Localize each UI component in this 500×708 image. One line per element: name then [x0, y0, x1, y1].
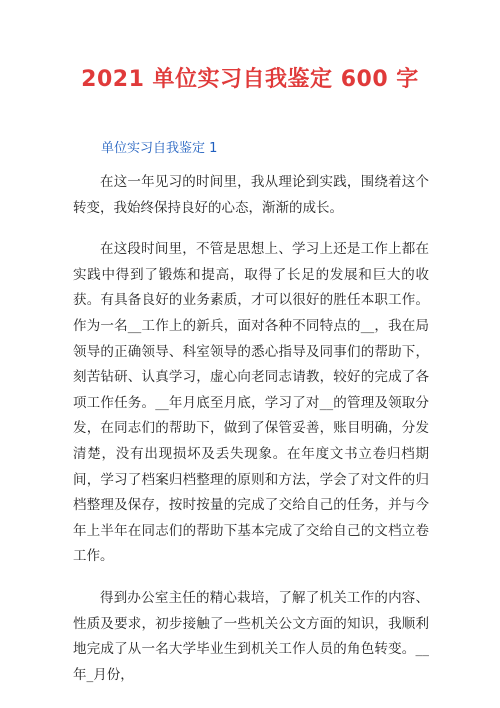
document-title: 2021 单位实习自我鉴定 600 字	[81, 67, 419, 92]
paragraph: 得到办公室主任的精心栽培，了解了机关工作的内容、性质及要求，初步接触了一些机关公文方面的知识，我顺利地完成了从一名大学毕业生到机关工作人员的角色转变。__年_月份，	[73, 589, 429, 683]
paragraph: 在这段时间里，不管是思想上、学习上还是工作上都在实践中得到了锻炼和提高，取得了长足的发展和巨大的收获。有具备良好的业务素质，才可以很好的胜任本职工作。作为一名__工作上的新兵，面对各种不同特点的__，我在局领导的正确领导、科室领导的悉心指导及同事们的帮助下，刻苦钻研、认真学习，虚心向老同志请教，较好的完成了各项工作任务。__年月底至月底，学习了对__的管理及领取分发，在同志们的帮助下，做到了保管妥善，账目明确，分发清楚，没有出现损坏及丢失现象。在年度文书立卷归档期间，学习了档案归档整理的原则和方法，学会了对文件的归档整理及保存，按时按量的完成了交给自己的任务，并与今年上半年在同志们的帮助下基本完成了交给自己的文档立卷工作。	[73, 241, 429, 565]
paragraph: 在这一年见习的时间里，我从理论到实践，围绕着这个转变，我始终保持良好的心态，渐渐的成长。	[73, 174, 429, 216]
document-body	[73, 170, 429, 704]
section-heading: 单位实习自我鉴定 1	[101, 141, 218, 156]
